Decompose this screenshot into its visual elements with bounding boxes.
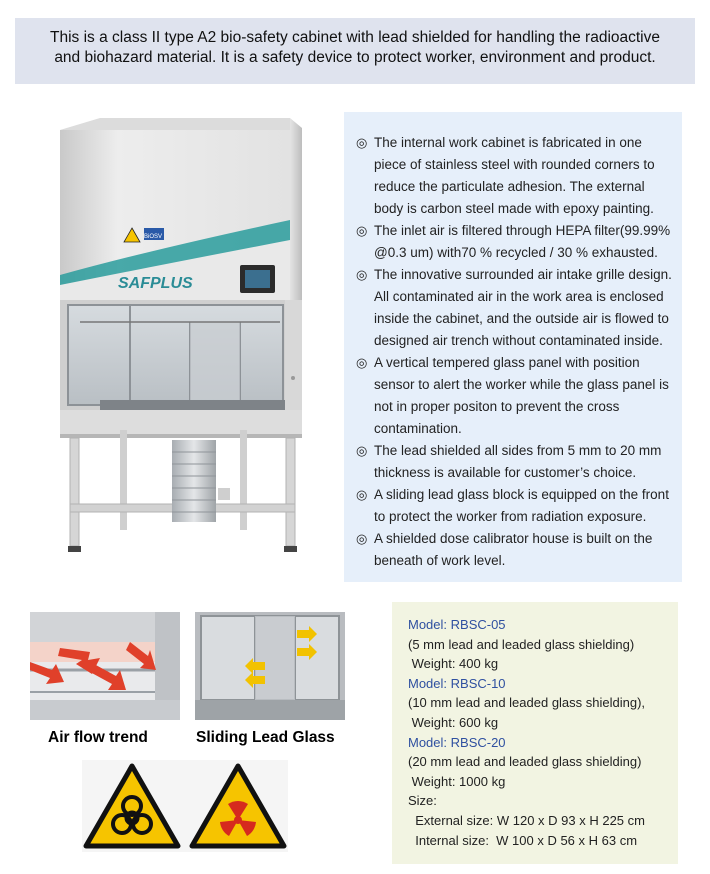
model-name: Model: RBSC-05 — [408, 617, 506, 632]
cabinet-product-image — [40, 100, 330, 580]
spec-line: (5 mm lead and leaded glass shielding) — [408, 636, 635, 652]
model-name: Model: RBSC-10 — [408, 675, 506, 691]
biosv-badge: BiOSV — [144, 234, 163, 240]
feature-item — [356, 352, 682, 440]
hazard-icons — [82, 760, 288, 852]
feature-item — [356, 484, 682, 528]
bullet-icon: ◎ — [356, 223, 368, 238]
caption-airflow: Air flow trend — [48, 729, 148, 746]
feature-text: A vertical tempered glass panel with position sensor to alert the worker while the glass panel is not in proper positon to prevent the cross contamination. — [374, 355, 669, 436]
feature-text: The internal work cabinet is fabricated in one piece of stainless steel with rounded corners to reduce the particulate adhesion. The external body is carbon steel made with epoxy painting. — [374, 135, 655, 216]
feature-item — [356, 132, 682, 220]
spec-line: Size: — [408, 793, 437, 809]
spec-line: External size: W 120 x D 93 x H 225 cm — [408, 812, 645, 828]
spec-line: (10 mm lead and leaded glass shielding), — [408, 695, 646, 711]
specs-panel — [392, 602, 678, 864]
sliding-glass-photo — [195, 612, 345, 720]
spec-line: Weight: 400 kg — [408, 656, 499, 672]
intro-banner — [15, 18, 695, 84]
spec-line: Weight: 1000 kg — [408, 773, 506, 789]
feature-text: The lead shielded all sides from 5 mm to 20 mm thickness is available for customer’s choice. — [374, 443, 662, 480]
model-name: Model: RBSC-20 — [408, 734, 506, 750]
spec-line: Weight: 600 kg — [408, 714, 499, 730]
feature-text: A shielded dose calibrator house is built on the beneath of work level. — [374, 531, 653, 568]
features-panel — [344, 112, 682, 582]
intro-line-1: This is a class II type A2 bio-safety cabinet with lead shielded for handling the radioactive — [49, 29, 660, 46]
feature-item — [356, 528, 682, 572]
feature-item — [356, 440, 682, 484]
bullet-icon: ◎ — [356, 443, 368, 458]
caption-sliding-glass: Sliding Lead Glass — [196, 729, 335, 746]
bullet-icon: ◎ — [356, 487, 368, 502]
safplus-logo: SAFPLUS — [118, 275, 193, 292]
feature-text: The innovative surrounded air intake grille design. All contaminated air in the work area is enclosed inside the cabinet, and the outside air is flowed to designed air trench without contaminated inside. — [374, 267, 672, 348]
bullet-icon: ◎ — [356, 135, 368, 150]
spec-line: Internal size: W 100 x D 56 x H 63 cm — [408, 832, 638, 848]
feature-text: A sliding lead glass block is equipped on the front to protect the worker from radiation exposure. — [374, 487, 669, 524]
bullet-icon: ◎ — [356, 267, 368, 282]
feature-item — [356, 264, 682, 352]
intro-line-2: and biohazard material. It is a safety device to protect worker, environment and product. — [54, 49, 656, 66]
feature-text: The inlet air is filtered through HEPA filter(99.99% @0.3 um) with70 % recycled / 30 % exhausted. — [374, 223, 671, 260]
feature-item — [356, 220, 682, 264]
airflow-photo — [30, 612, 180, 720]
bullet-icon: ◎ — [356, 531, 368, 546]
spec-line: (20 mm lead and leaded glass shielding) — [408, 754, 642, 770]
bullet-icon: ◎ — [356, 355, 368, 370]
